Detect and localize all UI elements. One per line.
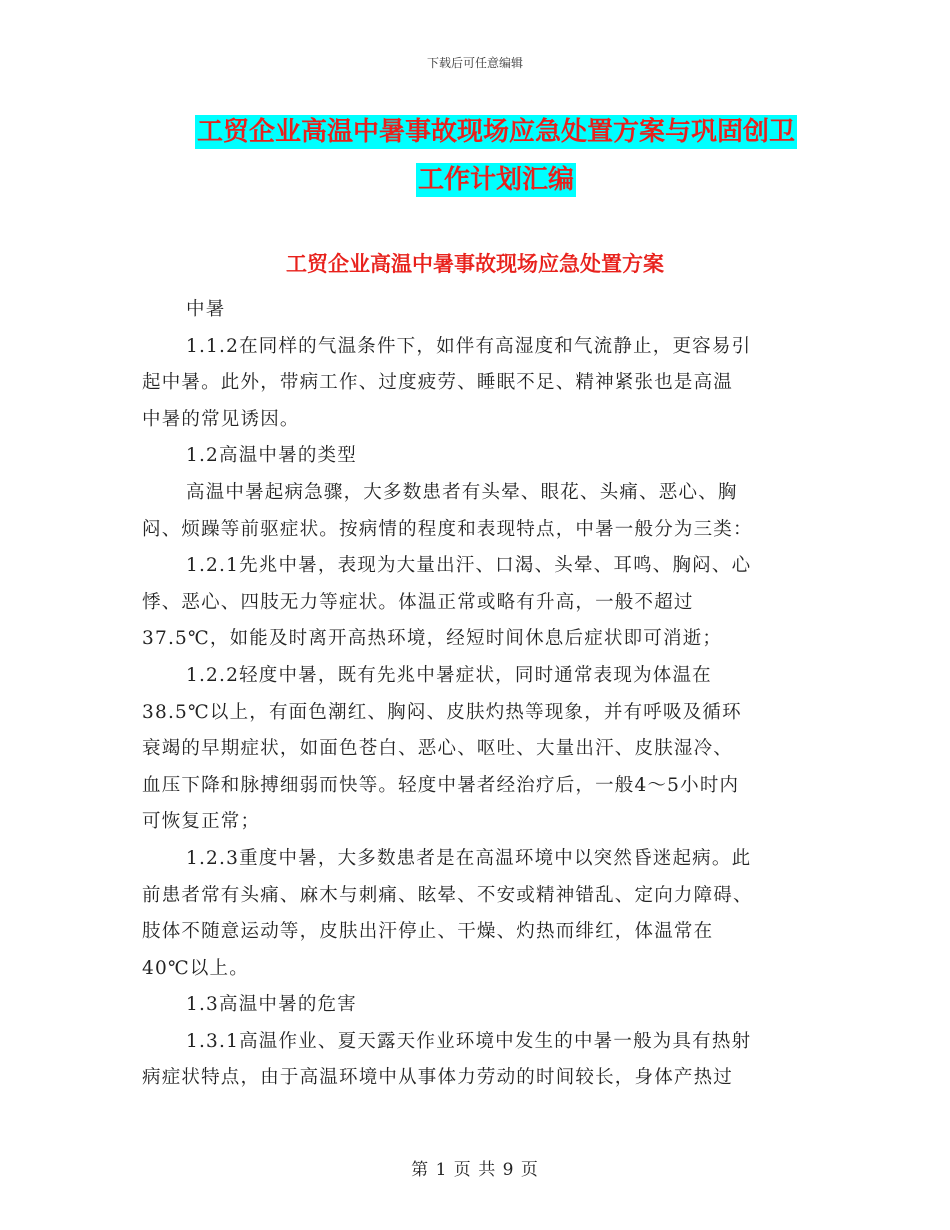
text-line: 血压下降和脉搏细弱而快等。轻度中暑者经治疗后，一般4～5小时内 [142,774,740,796]
page-number: 第 1 页 共 9 页 [411,1160,539,1180]
text-line: 可恢复正常； [142,811,261,833]
text-line: 中暑的常见诱因。 [142,408,300,430]
text-line: 1.3.1高温作业、夏天露天作业环境中发生的中暑一般为具有热射 [186,1030,752,1052]
text-line: 1.1.2在同样的气温条件下，如伴有高湿度和气流静止，更容易引 [186,335,752,357]
text-line: 37.5℃，如能及时离开高热环境，经短时间休息后症状即可消逝； [142,628,723,650]
text-line: 1.2.3重度中暑，大多数患者是在高温环境中以突然昏迷起病。此 [186,847,752,869]
text-line: 高温中暑起病急骤，大多数患者有头晕、眼花、头痛、恶心、胸 [186,481,738,503]
text-line: 肢体不随意运动等，皮肤出汗停止、干燥、灼热而绯红，体温常在 [142,921,714,943]
header-note: 下载后可任意编辑 [426,56,523,70]
text-line: 1.2.2轻度中暑，既有先兆中暑症状，同时通常表现为体温在 [186,664,712,686]
text-line: 38.5℃以上，有面色潮红、胸闷、皮肤灼热等现象，并有呼吸及循环 [142,701,742,723]
body-text [142,292,817,1097]
text-line: 衰竭的早期症状，如面色苍白、恶心、呕吐、大量出汗、皮肤湿冷、 [142,738,734,760]
title-line-2: 工作计划汇编 [417,165,574,195]
text-line: 前患者常有头痛、麻木与刺痛、眩晕、不安或精神错乱、定向力障碍、 [142,884,753,906]
text-line: 闷、烦躁等前驱症状。按病情的程度和表现特点，中暑一般分为三类： [142,518,753,540]
section-title: 工贸企业高温中暑事故现场应急处置方案 [286,252,664,276]
text-line: 40℃以上。 [142,957,249,979]
text-line: 中暑 [186,299,226,320]
text-line: 1.2高温中暑的类型 [186,445,357,467]
text-line: 起中暑。此外，带病工作、过度疲劳、睡眠不足、精神紧张也是高温 [142,372,734,394]
text-line: 1.2.1先兆中暑，表现为大量出汗、口渴、头晕、耳鸣、胸闷、心 [186,555,752,577]
document-title [186,108,806,204]
text-line: 悸、恶心、四肢无力等症状。体温正常或略有升高，一般不超过 [142,591,694,613]
text-line: 1.3高温中暑的危害 [186,994,357,1016]
title-line-1: 工贸企业高温中暑事故现场应急处置方案与巩固创卫 [196,117,795,147]
text-line: 病症状特点，由于高温环境中从事体力劳动的时间较长，身体产热过 [142,1067,734,1089]
